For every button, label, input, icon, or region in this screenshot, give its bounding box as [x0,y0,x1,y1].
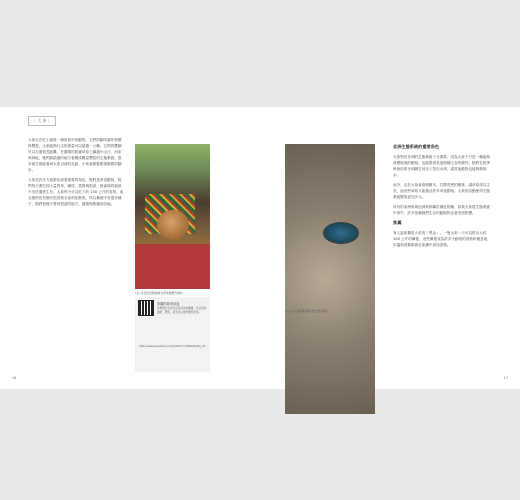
qr-info-box [135,297,210,372]
red-garment [135,244,210,289]
right-paragraph-1: 大象對於非洲的生態系統十分重要，因為大象不只是一種能夠改變環境的動物，也能提供其他物種生存的條件。牠們在乾季時會用象牙和腳在河床上挖出水洞，讓其他動物也能夠喝到水。 [393,155,491,177]
maasai-woman-photo [135,144,210,289]
qr-box-link[interactable]: https://www.youtube.com/watch?v=ehNOGjxRs_YG [139,345,206,348]
heading-ecosystem-role: 非洲生態系統的重要角色 [393,144,440,149]
qr-box-body: 象糞裡含有很多沒有消化的纖維，可以用來做紙、肥料，甚至可以當作燃料使用。 [157,307,207,314]
left-page-number: 16 [12,376,17,380]
heading-elephant-dung: 象糞 [393,220,402,225]
right-photo-caption: (右) 由大象在乾涸河床挖出的水洞 [285,309,328,313]
left-text-column [28,137,124,211]
section-tag: 〔 大 象 〕 [28,116,56,126]
water-hole [323,222,359,244]
right-paragraph-3: 所有的非洲象與亞洲象都屬於瀕危物種，如果大象從生態系統中消失，許多依賴牠們生存的動植物也會受到影響。 [393,205,491,215]
book-spread [0,107,520,389]
right-paragraph-4: 有人說象糞是大象的「黑金」。一隻大象一天可以排出大約 100 公斤的糞便，這些糞便成為許多小動物的食物和棲息地，甲蟲和鳥類都會在象糞中尋找食物。 [393,231,491,247]
left-photo-caption: (左) 肯亞的馬賽族婦女用象糞製作燃料 [135,291,183,295]
qr-code-icon[interactable] [138,300,154,316]
left-paragraph-2: 大象在許多方面都扮演著重要的角色，牠們是草食動物，牠們每天要吃掉大量的草、嫩枝、果實與根部，使森林的植被不至於過度生長。大象每天可以吃下約 150 公斤的食物，而且牠們沒有辦法把食物全部消化吸收，所以糞便中有很多種子，牠們把種子帶到很遠的地方，讓植物散播到各地。 [28,178,124,206]
elephant-dung-ball [157,210,189,240]
right-text-column [393,144,493,252]
left-paragraph-1: 大象走在吃土最後一個象群中的動物，它們的腳印讓作物變得豐盈。大象能夠行走的重量可以超過一公噸，它們的雙腳可以走過很長距離，在廣闊的乾燥草原上翻越小山丘、河床與林地，牠們踩踏過的地方會變成數量豐富的生態系統。很多地方都能看到大象以前的足跡，小象會緊緊跟著媽媽的腳步。 [28,138,122,172]
waterhole-photo [285,144,375,414]
right-paragraph-2: 此外，由於大象會推倒樹木、打開茂密的樹林，讓草原得以生長，而這些草原又能養活許多草食動物。大象的活動使得生態系統變得更加多元。 [393,183,491,199]
qr-box-title: 象糞的神奇用途 [157,302,180,306]
right-page-number: 17 [503,376,508,380]
